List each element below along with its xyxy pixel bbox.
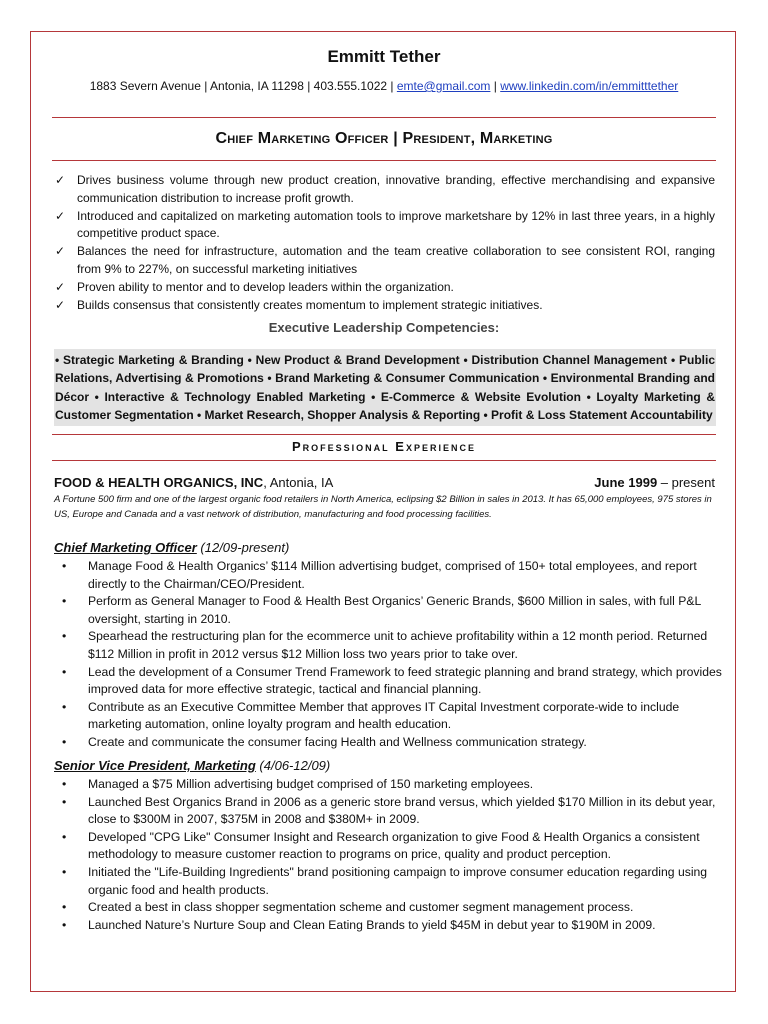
company-location: , Antonia, IA	[263, 475, 334, 490]
list-item: • Spearhead the restructuring plan for the ecommerce unit to achieve profitability within a 12 month period. Returned $112 Million in profit in 2012 versus $12 Million loss two years prior to take over.	[54, 628, 726, 663]
date-start: June 1999	[594, 475, 658, 490]
list-item: • Created a best in class shopper segmentation scheme and customer segment management process.	[54, 899, 726, 917]
list-item: • Manage Food & Health Organics’ $114 Million advertising budget, comprised of 150+ total employees, and report directly to the Chairman/CEO/President.	[54, 558, 726, 593]
email-link[interactable]: emte@gmail.com	[396, 79, 491, 93]
list-item: • Initiated the "Life-Building Ingredients" brand positioning campaign to improve consumer education regarding using organic food and health products.	[54, 864, 726, 899]
summary-text: Proven ability to mentor and to develop leaders within the organization.	[77, 279, 454, 294]
list-item: • Contribute as an Executive Committee Member that approves IT Capital Investment corporate-wide to include marketing automation, online loyalty program and health education.	[54, 699, 726, 734]
linkedin-link[interactable]: www.linkedin.com/in/emmitttether	[500, 79, 679, 93]
company-description: A Fortune 500 firm and one of the largest organic food retailers in North America, eclipsing $2 Billion in sales in 2013. It has 65,000 employees, 975 stores in US, Europe and Canada and a vast network of distribution, manufacturing and food processing facilities.	[54, 494, 712, 520]
checkmark-icon: ✓	[55, 208, 66, 223]
headline-title: Chief Marketing Officer | President, Marketing	[215, 130, 553, 147]
list-item: • Create and communicate the consumer facing Health and Wellness communication strategy.	[54, 734, 726, 752]
role-heading	[54, 540, 289, 555]
divider-experience-bottom	[52, 460, 716, 461]
checkmark-icon: ✓	[55, 173, 66, 187]
summary-text: Balances the need for infrastructure, automation and the team creative collaboration to see consistent ROI, ranging from 9% to 227%, on successful marketing initiatives	[77, 244, 715, 276]
checkmark-icon: ✓	[55, 244, 66, 259]
divider-top	[52, 117, 716, 118]
summary-item	[55, 243, 715, 279]
date-end: – present	[657, 475, 715, 490]
summary-list	[55, 172, 715, 314]
checkmark-icon: ✓	[55, 297, 66, 312]
list-item: • Launched Nature’s Nurture Soup and Clean Eating Brands to yield $45M in debut year to $190M in 2009.	[54, 917, 726, 935]
contact-details: 1883 Severn Avenue | Antonia, IA 11298 | 403.555.1022 |	[89, 79, 397, 93]
list-item: • Launched Best Organics Brand in 2006 as a generic store brand versus, which yielded $170 Million in its debut year, close to $300M in 2007, $375M in 2008 and $380M+ in 2009.	[54, 794, 726, 829]
summary-text: Builds consensus that consistently creates momentum to implement strategic initiatives.	[77, 297, 543, 312]
list-item: • Lead the development of a Consumer Trend Framework to feed strategic planning and brand strategy, which provides improved data for more effective strategic, tactical and financial planning.	[54, 664, 726, 699]
role-title: Senior Vice President, Marketing	[54, 758, 256, 773]
divider-headline	[52, 160, 716, 161]
company-name: FOOD & HEALTH ORGANICS, INC	[54, 475, 264, 490]
summary-item	[55, 279, 715, 297]
competencies-text: • Strategic Marketing & Branding • New Product & Brand Development • Distribution Channel Management • Public Relations, Advertising & Promotions • Brand Marketing & Consumer Communication • Environmental Branding and Décor • Interactive & Technology Enabled Marketing • E-Commerce & Website Evolution • Loyalty Marketing & Customer Segmentation • Market Research, Shopper Analysis & Reporting • Profit & Loss Statement Accountability	[55, 353, 715, 423]
role-heading	[54, 758, 330, 773]
role-bullet-list	[54, 558, 726, 752]
divider-experience-top	[52, 434, 716, 435]
checkmark-icon: ✓	[55, 279, 66, 294]
summary-item	[55, 297, 715, 315]
role-period: (4/06-12/09)	[255, 758, 331, 773]
employment-dates	[594, 475, 715, 490]
list-item: • Managed a $75 Million advertising budget comprised of 150 marketing employees.	[54, 776, 726, 794]
role-title: Chief Marketing Officer	[54, 540, 197, 555]
contact-separator: |	[490, 79, 501, 93]
candidate-name: Emmitt Tether	[327, 47, 441, 66]
role-period: (12/09-present)	[196, 540, 290, 555]
summary-text: Introduced and capitalized on marketing automation tools to improve marketshare by 12% in last three years, in a highly competitive product space.	[77, 208, 715, 241]
role-bullet-list	[54, 776, 726, 934]
contact-line	[0, 79, 768, 93]
list-item: • Perform as General Manager to Food & Health Best Organics’ Generic Brands, $600 Million in sales, with full P&L oversight, starting in 2010.	[54, 593, 726, 628]
competencies-title: Executive Leadership Competencies:	[268, 320, 500, 335]
summary-item	[55, 208, 715, 244]
summary-text: Drives business volume through new product creation, innovative branding, effective merchandising and expansive communication distribution to increase profit growth.	[77, 173, 715, 205]
summary-item	[55, 172, 715, 208]
list-item: • Developed "CPG Like" Consumer Insight and Research organization to give Food & Health Organics a consistent methodology to measure customer reaction to programs on price, quality and product perception.	[54, 829, 726, 864]
company-line	[54, 475, 333, 490]
section-title-experience: Professional Experience	[292, 439, 476, 454]
